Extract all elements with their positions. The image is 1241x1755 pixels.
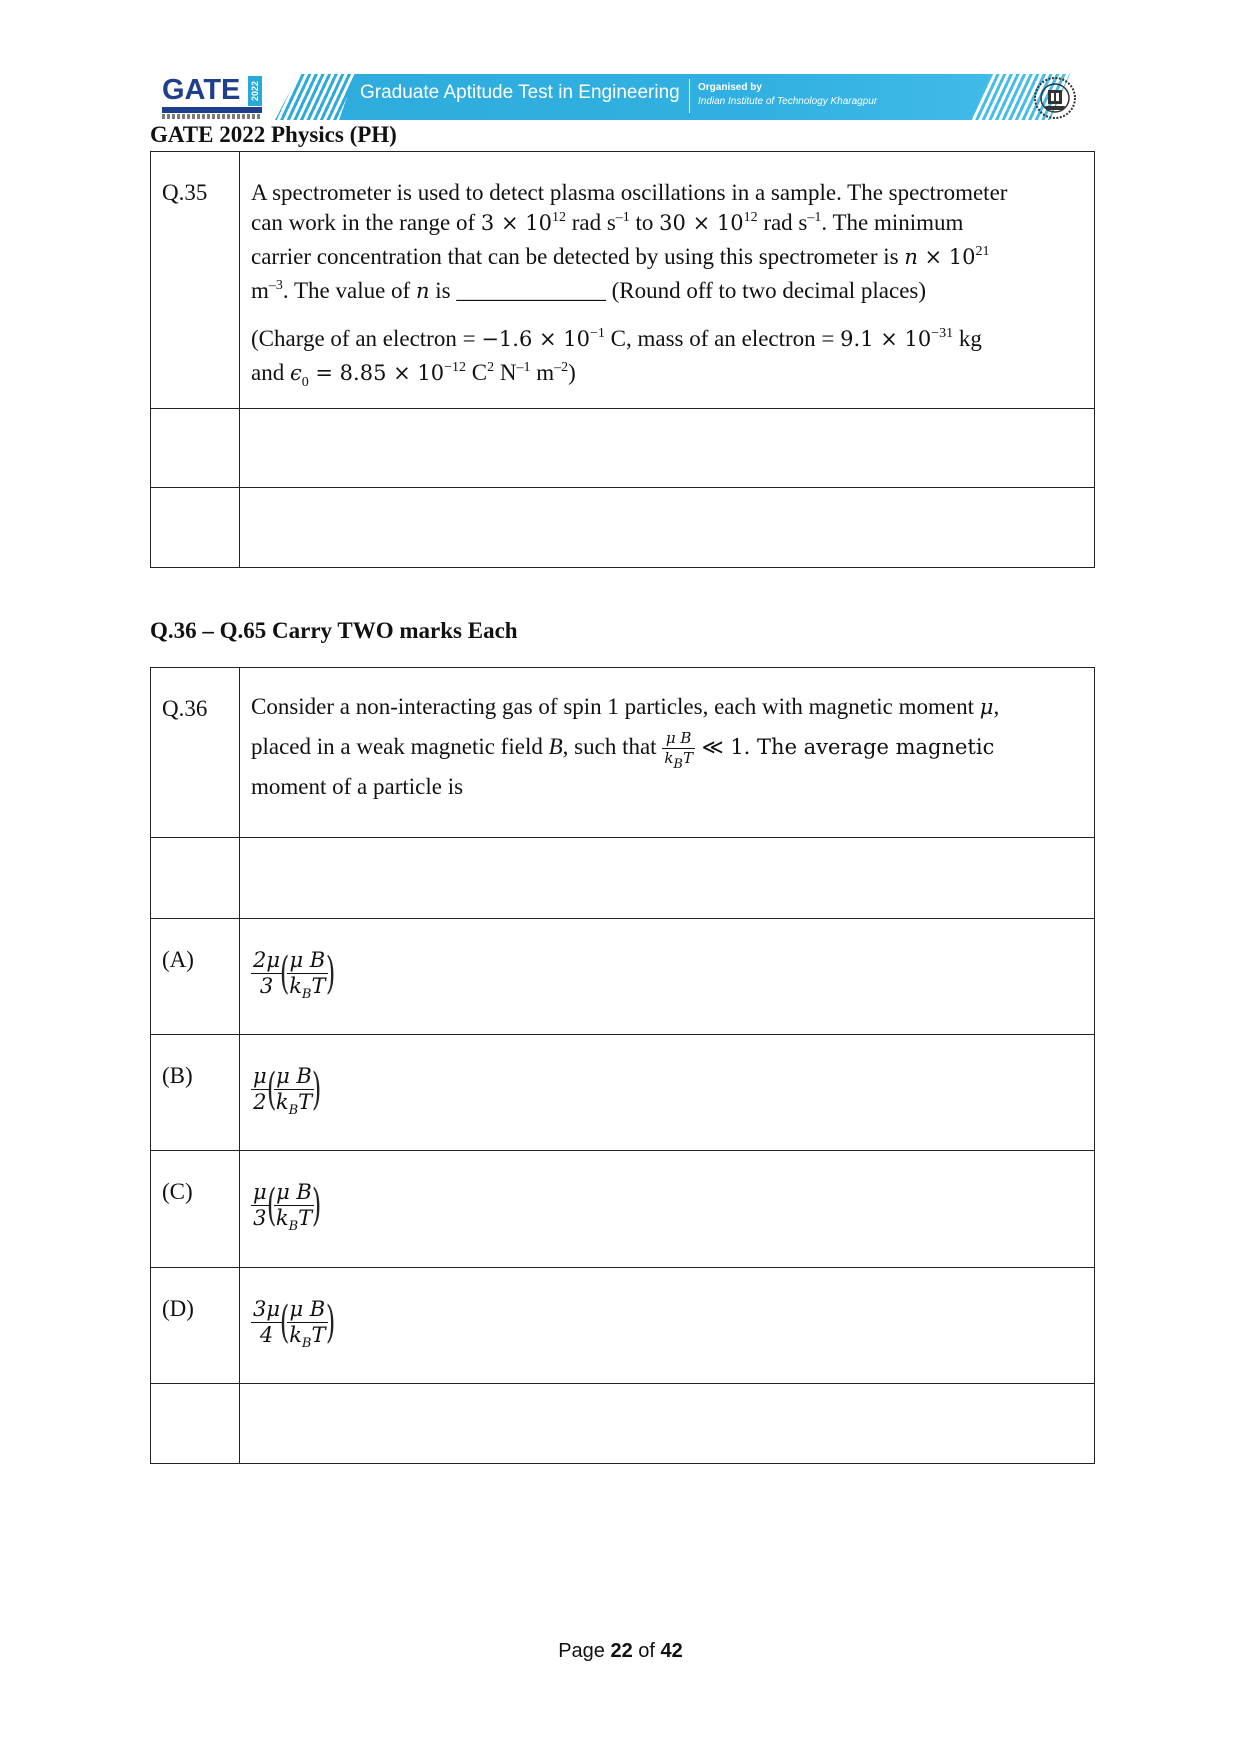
organiser-name: Indian Institute of Technology Kharagpur [698,96,878,107]
blank-row [151,409,1095,488]
kb-k: k [275,1206,289,1230]
gate-logo-year: 2022 [248,76,262,106]
page-footer [0,1640,1241,1663]
q35-text-span: kg [953,326,982,351]
q36-mu: μ [979,695,994,719]
option-c-expression[interactable] [240,1151,1095,1268]
q35-times-ten: × 10 [917,245,976,269]
q35-range-low-exp: 12 [551,210,566,225]
q35-range-low: 3 × 10 [480,211,552,235]
blank-row [151,488,1095,568]
page-total: 42 [660,1640,683,1662]
q36-line-3: moment of a particle is [251,774,464,799]
kb-sub: B [288,1219,299,1234]
question-35-text [240,152,1095,409]
q36-b-variable: B [548,734,563,759]
kb-t: T [311,1323,326,1347]
option-coefficient [251,950,282,997]
q35-text-span: can work in the range of [251,210,481,235]
fraction-numerator: μ B [274,1066,314,1090]
option-expression [251,1296,335,1351]
q36-condition-fraction [662,729,695,773]
kb-t: T [311,974,326,998]
option-label: (C) [151,1151,240,1268]
option-expression [251,947,335,1002]
kb-k: k [289,1323,302,1347]
question-36-table [150,667,1095,1464]
question-35-row [151,152,1095,409]
fraction-numerator: 2μ [253,948,281,972]
question-36-row [151,668,1095,838]
q36-line-1 [251,687,1080,727]
q35-electron-mass: 9.1 × 10 [840,327,932,351]
q35-text-span: to [629,210,660,235]
blank-cell [240,409,1095,488]
q35-n-variable: n [904,245,918,269]
q35-unit-exp: –1 [516,360,531,375]
q35-text-span: C [466,360,488,385]
left-paren: ( [266,1179,276,1231]
q36-text-span: placed in a weak magnetic field [251,734,549,759]
gate-logo-tagline-bar [162,107,262,113]
banner-divider [689,79,690,113]
blank-row [151,1384,1095,1464]
page-of-label: of [632,1640,661,1662]
q35-electron-charge-exp: −1 [590,326,605,341]
fraction-denominator: 4 [259,1323,274,1347]
organised-by-label: Organised by [698,82,762,93]
blank-cell [151,838,240,919]
option-expression [251,1179,322,1234]
question-number: Q.36 [151,668,240,838]
option-inner-fraction [274,1064,314,1118]
q35-unit-exp: –2 [554,360,569,375]
q35-electron-charge: −1.6 × 10 [481,327,590,351]
q36-text-span: Consider a non-interacting gas of spin 1 particles, each with magnetic moment [251,694,980,719]
q36-text-span: , [993,694,1000,719]
blank-cell [151,488,240,568]
gate-logo [162,74,262,120]
q35-epsilon-sub: 0 [301,375,309,390]
option-label: (B) [151,1035,240,1151]
page-current: 22 [610,1640,633,1662]
q35-unit-exp: –1 [807,210,822,225]
q35-n-variable: n [415,279,430,303]
blank-cell [240,1384,1095,1464]
question-number: Q.35 [151,152,240,409]
option-coefficient [251,1299,282,1346]
kb-sub: B [673,757,683,773]
q35-unit-m-exp: –3 [268,278,283,293]
fraction-denominator [287,1323,327,1351]
q35-text-span: ) [568,360,576,385]
kb-sub: B [301,1336,312,1351]
kb-k: k [289,974,302,998]
q35-range-high: 30 × 10 [659,211,744,235]
right-paren: ) [325,1296,335,1348]
question-35-table [150,151,1095,568]
option-a-expression[interactable] [240,919,1095,1035]
fraction-denominator [287,974,327,1002]
q35-unit: rad s [565,210,616,235]
kb-sub: B [288,1103,299,1118]
gate-logo-text: GATE [162,74,241,106]
q35-line-3 [251,242,1080,276]
q35-epsilon-exp: −12 [444,360,467,375]
kb-t: T [298,1090,313,1114]
q35-text-span: N [494,360,517,385]
right-paren: ) [325,947,335,999]
fraction-denominator: 3 [253,1206,267,1230]
option-b-expression[interactable] [240,1035,1095,1151]
kb-sub: B [301,987,312,1002]
iit-kharagpur-emblem-icon [1033,76,1077,120]
fraction-numerator: μ B [287,950,327,974]
fraction-denominator [274,1206,314,1234]
option-inner-fraction [287,1297,327,1351]
q35-answer-blank: is _____________ (Round off to two decimal places) [429,278,927,303]
q36-text-span: , such that [562,734,663,759]
q35-concentration-exp: 21 [975,244,990,259]
blank-cell [240,838,1095,919]
fraction-numerator: 3μ [253,1297,281,1321]
section-heading: Q.36 – Q.65 Carry TWO marks Each [150,618,518,643]
q35-line-1: A spectrometer is used to detect plasma oscillations in a sample. The spectrometer [251,180,1008,205]
blank-cell [151,1384,240,1464]
kb-k: k [664,749,674,768]
q35-constants-line-2 [251,358,1080,392]
option-row-d[interactable] [151,1268,1095,1384]
q35-electron-mass-exp: −31 [931,326,954,341]
banner-title: Graduate Aptitude Test in Engineering [360,82,680,103]
fraction-numerator: μ [253,1180,267,1204]
fraction-denominator [662,749,695,773]
left-paren: ( [266,1063,276,1115]
blank-row [151,838,1095,919]
q35-text-span: . The value of [282,278,416,303]
q35-constants-line-1 [251,324,1080,358]
option-expression [251,1063,322,1118]
q35-text-span: carrier concentration that can be detected by using this spectrometer is [251,244,905,269]
kb-k: k [275,1090,289,1114]
option-inner-fraction [287,948,327,1002]
option-inner-fraction [274,1180,314,1234]
fraction-numerator: μ B [274,1182,314,1206]
blank-cell [240,488,1095,568]
kb-t: T [682,749,693,768]
option-d-expression[interactable] [240,1268,1095,1384]
fraction-numerator: μ B [662,731,695,749]
q35-line-2 [251,208,1080,242]
q35-text-span: m [530,360,555,385]
option-row-b[interactable] [151,1035,1095,1151]
fraction-numerator: μ B [287,1299,327,1323]
header-banner [150,70,1095,122]
fraction-denominator: 2 [253,1090,267,1114]
q35-line-4 [251,276,1080,310]
q35-epsilon-value: = 8.85 × 10 [308,361,445,385]
q35-epsilon: ϵ [289,361,302,385]
fraction-numerator: μ [253,1064,267,1088]
right-paren: ) [312,1063,322,1115]
q36-text-span: ≪ 1. The average magnetic [694,735,995,759]
q35-text-span: and [251,360,290,385]
option-label: (D) [151,1268,240,1384]
question-36-text [240,668,1095,838]
q36-line-2 [251,727,1080,773]
kb-t: T [298,1206,313,1230]
left-paren: ( [279,1296,290,1348]
q35-range-high-exp: 12 [743,210,758,225]
option-row-c[interactable] [151,1151,1095,1268]
page-label: Page [558,1640,611,1662]
q35-text-span: (Charge of an electron = [251,326,482,351]
gate-logo-hindi-line [162,114,262,119]
fraction-denominator: 3 [259,974,274,998]
option-row-a[interactable] [151,919,1095,1035]
q35-unit-exp: –1 [615,210,630,225]
option-label: (A) [151,919,240,1035]
paper-title: GATE 2022 Physics (PH) [150,122,397,147]
left-paren: ( [279,947,290,999]
q35-unit-exp: 2 [487,360,495,375]
fraction-denominator [274,1090,314,1118]
q35-unit: rad s [757,210,808,235]
q35-text-span: . The minimum [821,210,964,235]
blank-cell [151,409,240,488]
right-paren: ) [312,1179,322,1231]
q35-unit-m: m [251,278,269,303]
q35-text-span: C, mass of an electron = [604,326,841,351]
